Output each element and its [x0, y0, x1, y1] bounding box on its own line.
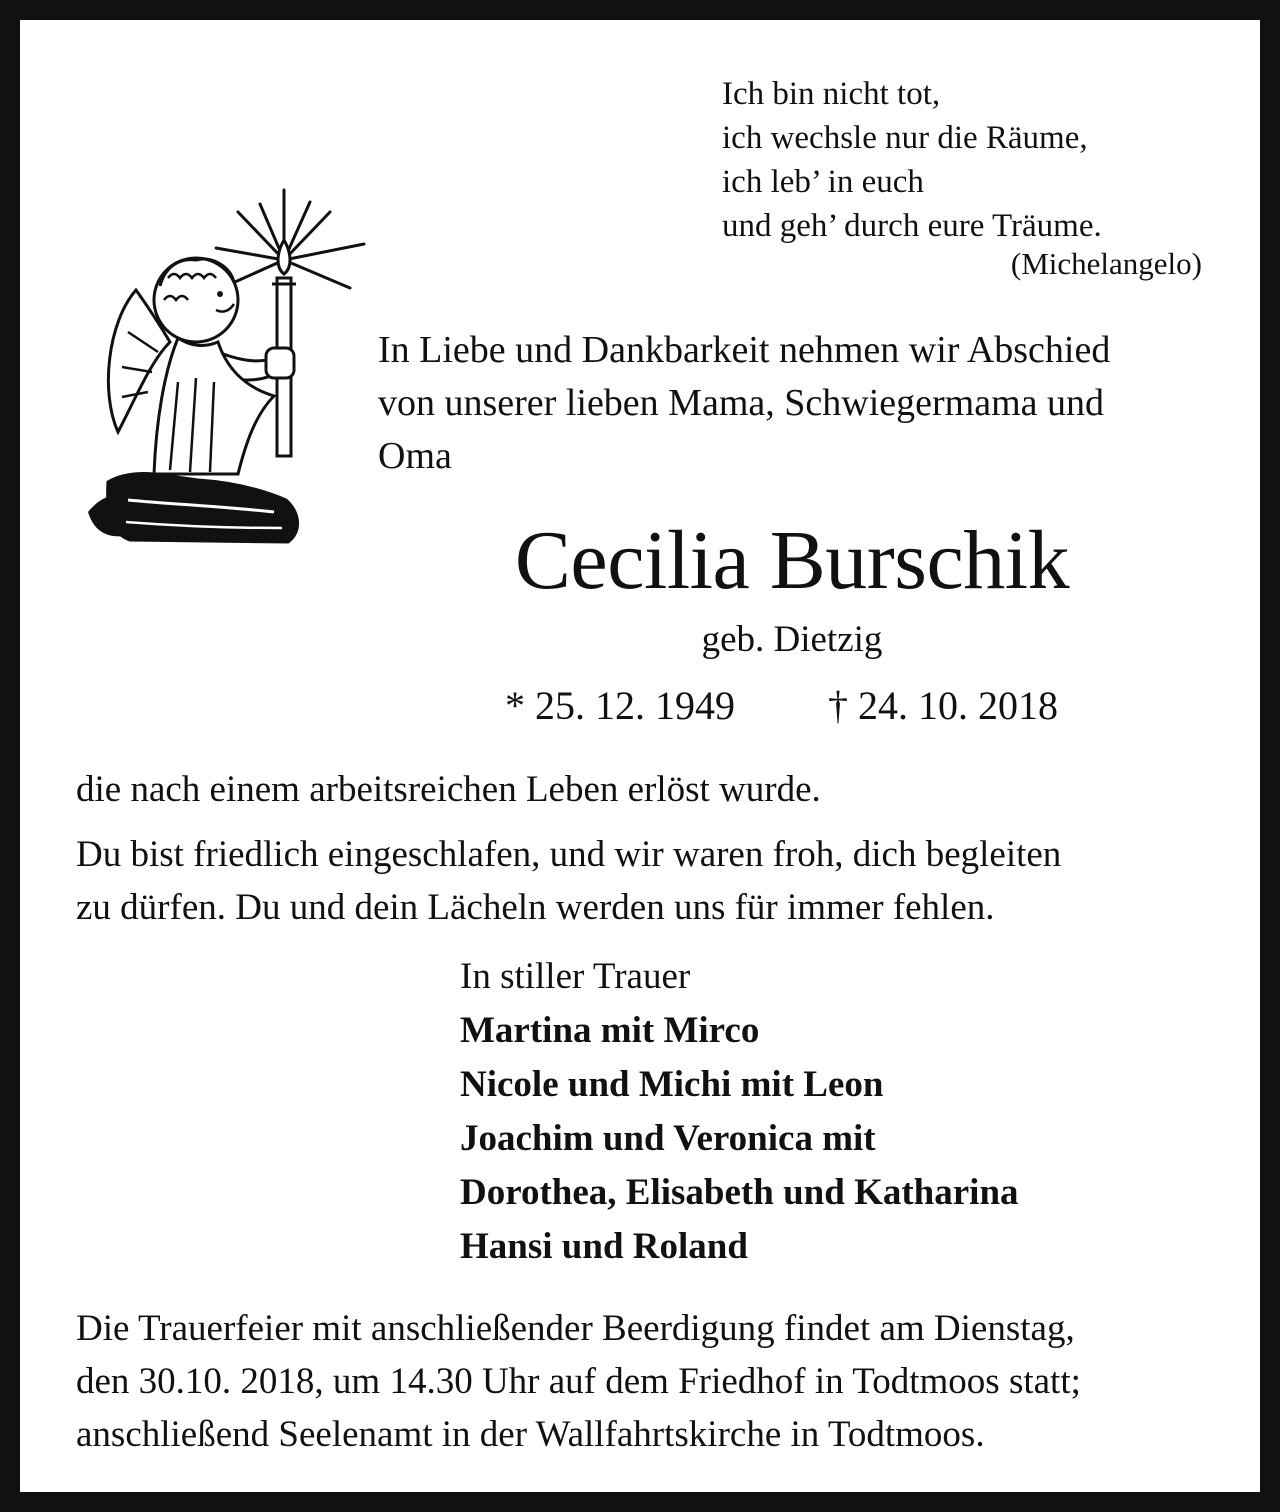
- funeral-line: Die Trauerfeier mit anschließender Beerdigung findet am Dienstag,: [76, 1308, 1075, 1349]
- poem-line: ich leb’ in euch: [722, 164, 924, 200]
- body-paragraph-line: zu dürfen. Du und dein Lächeln werden uns für immer fehlen.: [76, 887, 995, 928]
- mourner-name: Martina mit Mirco: [460, 1010, 760, 1051]
- funeral-line: anschließend Seelenamt in der Wallfahrtskirche in Todtmoos.: [76, 1414, 985, 1455]
- mourner-name: Dorothea, Elisabeth und Katharina: [460, 1172, 1019, 1213]
- body-paragraph: [76, 828, 1216, 934]
- body-line: die nach einem arbeitsreichen Leben erlöst wurde.: [76, 769, 821, 810]
- poem-quote: [722, 72, 1102, 248]
- intro-line: von unserer lieben Mama, Schwiegermama und: [378, 382, 1104, 424]
- mourner-name: Hansi und Roland: [460, 1226, 748, 1267]
- kneeling-angel-with-candle-icon: [78, 182, 370, 582]
- funeral-details: [76, 1302, 1216, 1461]
- poem-author: (Michelangelo): [1010, 246, 1202, 281]
- birth-date: * 25. 12. 1949: [505, 683, 735, 728]
- intro-line: Oma: [378, 435, 452, 477]
- deceased-name: Cecilia Burschik: [514, 514, 1070, 607]
- mourner-name: Nicole und Michi mit Leon: [460, 1064, 884, 1105]
- mourner-name: Joachim und Veronica mit: [460, 1118, 876, 1159]
- intro-text: [378, 324, 1218, 483]
- poem-line: ich wechsle nur die Räume,: [722, 120, 1088, 156]
- poem-line: und geh’ durch eure Träume.: [722, 208, 1102, 244]
- death-date: † 24. 10. 2018: [828, 683, 1058, 728]
- poem-line: Ich bin nicht tot,: [722, 76, 941, 112]
- mourners-list: [460, 950, 1019, 1274]
- intro-line: In Liebe und Dankbarkeit nehmen wir Abschied: [378, 329, 1111, 371]
- funeral-line: den 30.10. 2018, um 14.30 Uhr auf dem Friedhof in Todtmoos statt;: [76, 1361, 1081, 1402]
- maiden-name: geb. Dietzig: [701, 619, 883, 660]
- body-paragraph-line: Du bist friedlich eingeschlafen, und wir waren froh, dich begleiten: [76, 834, 1062, 875]
- mourners-intro: In stiller Trauer: [460, 956, 691, 997]
